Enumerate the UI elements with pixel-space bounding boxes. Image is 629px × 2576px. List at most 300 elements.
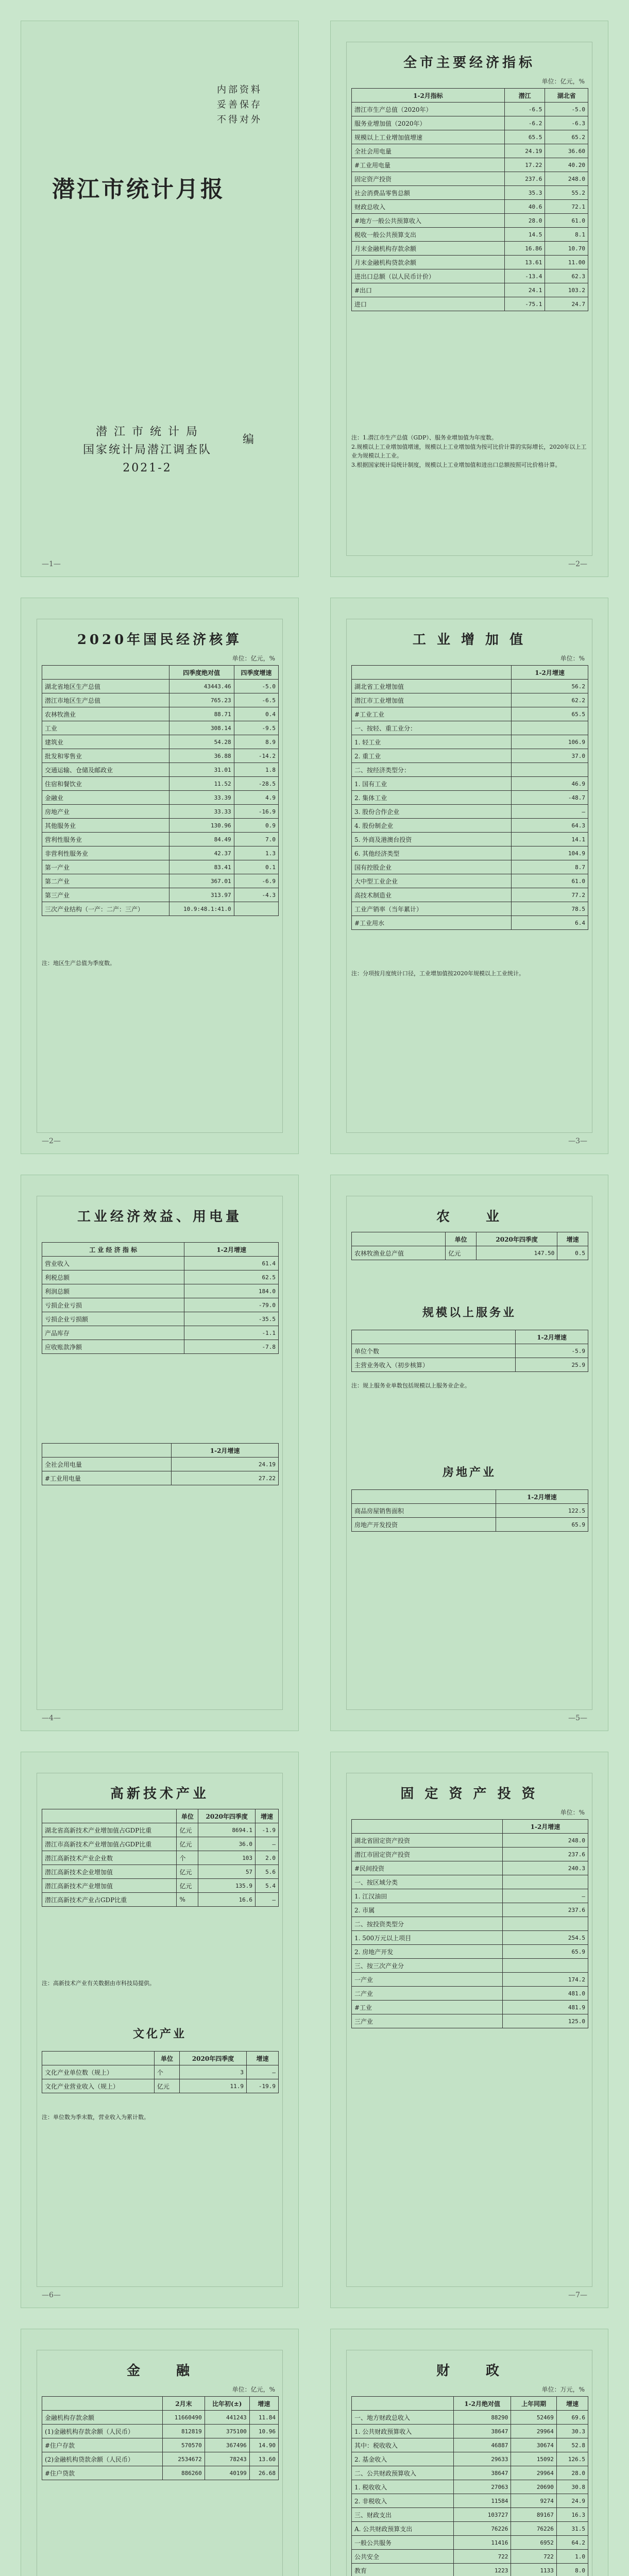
cell-value: -35.5 xyxy=(184,1312,279,1326)
table-row xyxy=(42,902,279,916)
note: 注：单位数为季末数，营业收入为累计数。 xyxy=(42,2114,149,2121)
table-row xyxy=(42,1458,279,1471)
row-label: 批发和零售业 xyxy=(42,749,169,763)
row-label: #出口 xyxy=(352,283,505,297)
cell-value: 11.00 xyxy=(545,256,588,269)
row-label: 房地产业 xyxy=(42,805,169,819)
cell-value: -14.2 xyxy=(234,749,278,763)
row-label: 商品房屋销售面积 xyxy=(352,1504,496,1518)
cell-value: 16.86 xyxy=(504,242,545,256)
row-label: 金融业 xyxy=(42,791,169,805)
cell-value: 237.6 xyxy=(502,1903,588,1917)
cell-value: -13.4 xyxy=(504,269,545,283)
cell-value: 122.5 xyxy=(496,1504,588,1518)
table-row xyxy=(352,158,588,172)
table-row xyxy=(42,680,279,693)
cell-value: 88290 xyxy=(453,2411,511,2425)
table-row xyxy=(352,214,588,228)
row-label: 一般公共服务 xyxy=(352,2536,454,2550)
cell-value: 52.8 xyxy=(556,2438,588,2452)
culture-table: 单位 2020年四季度 增速 文化产业单位数（规上） 个 3 — 文化产业营业收入（规上） 亿元 11.9 -19.9 xyxy=(42,2051,279,2093)
row-label: 2. 集体工业 xyxy=(352,791,512,805)
cell-value: 103727 xyxy=(453,2508,511,2522)
unit-label: 单位：% xyxy=(560,1809,585,1816)
page-title: 农 业 xyxy=(436,1209,502,1225)
cell-value: 0.4 xyxy=(234,707,278,721)
cell-value: 103.2 xyxy=(545,283,588,297)
table-row xyxy=(352,2522,588,2536)
row-label: 全社会用电量 xyxy=(42,1458,172,1471)
cell-value: 76226 xyxy=(453,2522,511,2536)
row-label: 月末金融机构存款余额 xyxy=(352,242,505,256)
cell-value: 31.5 xyxy=(556,2522,588,2536)
cell-value: -5.0 xyxy=(234,680,278,693)
row-label: 二、公共财政预算收入 xyxy=(352,2466,454,2480)
row-label: 农林牧渔业总产值 xyxy=(352,1246,446,1260)
cell-value: 8.1 xyxy=(545,228,588,242)
cell-value: -79.0 xyxy=(184,1298,279,1312)
row-label: 1. 江汉油田 xyxy=(352,1889,503,1903)
cell-value: -7.8 xyxy=(184,1340,279,1354)
cell-value: 40199 xyxy=(205,2466,249,2480)
cell-value: 10.70 xyxy=(545,242,588,256)
cell-value: -5.9 xyxy=(516,1344,588,1358)
table-row xyxy=(42,1823,279,1837)
cell-value: 14.1 xyxy=(512,833,588,846)
table-row xyxy=(42,1879,279,1893)
cell-value: 5.4 xyxy=(256,1879,279,1893)
cell-value: 69.6 xyxy=(556,2411,588,2425)
cell-value: -19.9 xyxy=(246,2079,278,2093)
table-row xyxy=(352,283,588,297)
table-row xyxy=(352,1917,588,1931)
cell-value: 亿元 xyxy=(177,1823,198,1837)
row-label: 三产业 xyxy=(352,2014,503,2028)
cell-value: 240.3 xyxy=(502,1861,588,1875)
row-label: 2. 非税收入 xyxy=(352,2494,454,2508)
table-row xyxy=(42,791,279,805)
unit-label: 单位：亿元，% xyxy=(232,655,275,662)
table-row xyxy=(352,902,588,916)
table-row xyxy=(352,116,588,130)
cell-value: 亿元 xyxy=(177,1879,198,1893)
cell-value: 135.9 xyxy=(198,1879,256,1893)
row-label: 营业收入 xyxy=(42,1257,184,1270)
cell-value: 1133 xyxy=(511,2564,557,2576)
cell-value: 亿元 xyxy=(177,1865,198,1879)
row-label: 住宿和餐饮业 xyxy=(42,777,169,791)
row-label: 进出口总额（以人民币计价） xyxy=(352,269,505,283)
table-row xyxy=(352,860,588,874)
cell-value: 308.14 xyxy=(169,721,234,735)
table-row xyxy=(42,763,279,777)
cell-value: 35.3 xyxy=(504,186,545,200)
page-title: 金 融 xyxy=(126,2363,193,2379)
table-row xyxy=(352,2001,588,2014)
cell-value: 77.2 xyxy=(512,888,588,902)
cell-value: — xyxy=(502,1889,588,1903)
cell-value: 54.28 xyxy=(169,735,234,749)
cell-value: 147.50 xyxy=(476,1246,557,1260)
cell-value: 8694.1 xyxy=(198,1823,256,1837)
cell-value: 1.3 xyxy=(234,846,278,860)
row-label: 文化产业单位数（规上） xyxy=(42,2065,155,2079)
row-label: (2)金融机构贷款余额（人民币） xyxy=(42,2452,163,2466)
page-number: —7— xyxy=(568,2291,587,2299)
row-label: 文化产业营业收入（规上） xyxy=(42,2079,155,2093)
row-label: 5. 外商及港澳台投资 xyxy=(352,833,512,846)
cell-value: 24.19 xyxy=(504,144,545,158)
cell-value: — xyxy=(256,1837,279,1851)
row-label: 一产业 xyxy=(352,1973,503,1987)
row-label: #住户存款 xyxy=(42,2438,163,2452)
indicators-table: 1-2月指标 潜江 湖北省 潜江市生产总值（2020年） -6.5 -5.0 服务业增加值（2020年） -6.2 -6.3 规模以上工业增加值增速 65.5 65.2 全社会用电量 24.19 36.60 #工业用电量 17.22 40.20 固定资产投资 237.6 248.0 社会消费品零售总额 35.3 55.2 财政总收入 40.6 72.1 #地方一般公共预算收入 28.0 61.0 税收一般公共预算支出 14.5 8.1 月末金融机构存款余额 16.86 10.70 月末金融机构贷款余额 13.61 11.00 进出口总额（以人民币计价） -13.4 62.3 #出口 24.1 103.2 进口 -75.1 24.7 xyxy=(351,88,588,311)
row-label: 工业 xyxy=(42,721,169,735)
cell-value: 78243 xyxy=(205,2452,249,2466)
cell-value: 6.4 xyxy=(512,916,588,930)
table-row xyxy=(352,2438,588,2452)
row-label: 3. 股份合作企业 xyxy=(352,805,512,819)
cell-value: 33.33 xyxy=(169,805,234,819)
table-row xyxy=(352,2494,588,2508)
table-row xyxy=(352,1959,588,1973)
table-row xyxy=(42,1851,279,1865)
row-label: 税收一般公共预算支出 xyxy=(352,228,505,242)
row-label: 其中：税收收入 xyxy=(352,2438,454,2452)
row-label: 三次产业结构（一产：二产：三产） xyxy=(42,902,169,916)
table-row xyxy=(352,256,588,269)
row-label: 潜江高新技术企业增加值 xyxy=(42,1865,177,1879)
cell-value: 64.2 xyxy=(556,2536,588,2550)
cell-value: 1223 xyxy=(453,2564,511,2576)
row-label: 4. 股份制企业 xyxy=(352,819,512,833)
cell-value: 31.01 xyxy=(169,763,234,777)
cell-value: 11.52 xyxy=(169,777,234,791)
row-label: 第二产业 xyxy=(42,874,169,888)
table-row xyxy=(352,1931,588,1945)
table-row xyxy=(42,888,279,902)
table-row xyxy=(42,2079,279,2093)
cell-value: 56.2 xyxy=(512,680,588,693)
cell-value: 570570 xyxy=(163,2438,205,2452)
cell-value: 72.1 xyxy=(545,200,588,214)
table-row xyxy=(42,1837,279,1851)
cell-value: 0.5 xyxy=(557,1246,588,1260)
cell-value: % xyxy=(177,1893,198,1907)
cell-value: -1.1 xyxy=(184,1326,279,1340)
table-row xyxy=(352,1834,588,1848)
cell-value: 14.90 xyxy=(249,2438,278,2452)
row-label: 潜江高新技术产业企业数 xyxy=(42,1851,177,1865)
cell-value: 88.71 xyxy=(169,707,234,721)
cell-value: 40.6 xyxy=(504,200,545,214)
table-row xyxy=(42,1284,279,1298)
table-row xyxy=(352,269,588,283)
table-row xyxy=(42,2438,279,2452)
row-label: 第三产业 xyxy=(42,888,169,902)
cell-value: 1.0 xyxy=(556,2550,588,2564)
cell-value: 367496 xyxy=(205,2438,249,2452)
table-row xyxy=(42,1298,279,1312)
table-row xyxy=(352,693,588,707)
page-title: 2020年国民经济核算 xyxy=(77,632,243,648)
row-label: 大中型工业企业 xyxy=(352,874,512,888)
fiscal-table: 1-2月绝对值 上年同期 增速 一、地方财政总收入 88290 52469 69.6 1. 公共财政预算收入 38647 29964 30.3 其中：税收收入 46887 30674 52.8 2. 基金收入 29633 15092 126.5 二、公共财政预算收入 38647 29964 28.0 1. 税收收入 27063 20690 30.8 2. 非税收入 11584 9274 24.9 三、财政支出 103727 89167 16.3 A. 公共财政预算支出 76226 76226 31.5 一般公共服务 11416 6952 64.2 公共安全 722 722 1.0 教育 1223 1133 8.0 xyxy=(351,2396,588,2576)
services-table: 1-2月增速 单位个数 -5.9 主营业务收入（初步核算） 25.9 xyxy=(351,1330,588,1372)
cell-value: 441243 xyxy=(205,2411,249,2425)
cell-value: 30.3 xyxy=(556,2425,588,2438)
cell-value: 36.0 xyxy=(198,1837,256,1851)
unit-label: 单位：亿元，% xyxy=(232,2386,275,2393)
row-label: 一、按区域分类 xyxy=(352,1875,503,1889)
cell-value: 28.0 xyxy=(504,214,545,228)
note: 注：地区生产总值为季度数。 xyxy=(42,960,115,967)
row-label: 湖北省固定资产投资 xyxy=(352,1834,503,1848)
row-label: 产品库存 xyxy=(42,1326,184,1340)
cell-value: -28.5 xyxy=(234,777,278,791)
cell-value: 722 xyxy=(453,2550,511,2564)
cell-value: 46887 xyxy=(453,2438,511,2452)
table-row xyxy=(352,1518,588,1532)
cover-org: 潜 江 市 统 计 局 国家统计局潜江调查队 2021-2 xyxy=(83,426,212,475)
row-label: 湖北省地区生产总值 xyxy=(42,680,169,693)
row-label: 利税总额 xyxy=(42,1270,184,1284)
cell-value: 65.9 xyxy=(496,1518,588,1532)
table-row xyxy=(42,2065,279,2079)
row-label: 湖北省工业增加值 xyxy=(352,680,512,693)
efficiency-table: 工 业 经 济 指 标 1-2月增速 营业收入 61.4 利税总额 62.5 利润总额 184.0 亏损企业亏损 -79.0 亏损企业亏损额 -35.5 产品库存 -1.1 应收账款净额 -7.8 xyxy=(42,1242,279,1354)
table-row xyxy=(352,2480,588,2494)
cell-value: -16.9 xyxy=(234,805,278,819)
cell-value: 13.60 xyxy=(249,2452,278,2466)
table-row xyxy=(352,1848,588,1861)
table-row xyxy=(42,860,279,874)
row-label: 高技术制造业 xyxy=(352,888,512,902)
row-label: 农林牧渔业 xyxy=(42,707,169,721)
row-label: 潜江市高新技术产业增加值占GDP比重 xyxy=(42,1837,177,1851)
table-row xyxy=(352,200,588,214)
row-label: 非营利性服务业 xyxy=(42,846,169,860)
table-row xyxy=(352,777,588,791)
row-label: 金融机构存款余额 xyxy=(42,2411,163,2425)
row-label: 二、按经济类型分： xyxy=(352,763,512,777)
table-row xyxy=(352,242,588,256)
table-row xyxy=(352,103,588,116)
row-label: 2. 重工业 xyxy=(352,749,512,763)
table-row xyxy=(352,1504,588,1518)
row-label: 2. 基金收入 xyxy=(352,2452,454,2466)
cell-value: 65.2 xyxy=(545,130,588,144)
notes: 注：1.潜江市生产总值（GDP）、服务业增加值为年度数。 2.规模以上工业增加值增速，规模以上工业增加值为按可比价计算的实际增长，2020年以上工业为规模以上工业。 3.根据国家统计局统计制度，规模以上工业增加值和进出口总额按照可比价格计算。 xyxy=(351,434,587,468)
cell-value: -9.5 xyxy=(234,721,278,735)
table-row xyxy=(352,2564,588,2576)
cover-title: 潜江市统计月报 xyxy=(52,176,225,202)
table-row xyxy=(352,1358,588,1372)
page-number: —3— xyxy=(568,1137,587,1145)
section-title: 规模以上服务业 xyxy=(422,1306,516,1319)
cell-value: 29964 xyxy=(511,2466,557,2480)
cell-value: 65.5 xyxy=(504,130,545,144)
row-label: #工业用电量 xyxy=(42,1471,172,1485)
cell-value: 2.0 xyxy=(256,1851,279,1865)
section-title: 文化产业 xyxy=(132,2027,186,2041)
cell-value: 38647 xyxy=(453,2425,511,2438)
row-label: #民间投资 xyxy=(352,1861,503,1875)
cell-value: 254.5 xyxy=(502,1931,588,1945)
cell-value: -1.9 xyxy=(256,1823,279,1837)
cell-value: 42.37 xyxy=(169,846,234,860)
cell-value xyxy=(512,763,588,777)
cell-value: 375100 xyxy=(205,2425,249,2438)
page-number: —2— xyxy=(568,560,587,568)
cell-value: 26.68 xyxy=(249,2466,278,2480)
table-row xyxy=(42,1893,279,1907)
row-label: 1. 轻工业 xyxy=(352,735,512,749)
cell-value: 40.20 xyxy=(545,158,588,172)
unit-label: 单位：万元，% xyxy=(541,2386,585,2393)
cell-value: 24.1 xyxy=(504,283,545,297)
table-row xyxy=(352,680,588,693)
row-label: 一、按轻、重工业分： xyxy=(352,721,512,735)
table-row xyxy=(42,777,279,791)
cell-value: 16.3 xyxy=(556,2508,588,2522)
cell-value: 237.6 xyxy=(502,1848,588,1861)
cell-value: 43443.46 xyxy=(169,680,234,693)
page-title: 财 政 xyxy=(436,2363,502,2379)
table-row xyxy=(42,1865,279,1879)
note: 注：规上服务业单数包括规模以上服务业企业。 xyxy=(351,1382,470,1389)
cell-value: 亿元 xyxy=(154,2079,179,2093)
cell-value: -75.1 xyxy=(504,297,545,311)
page-main-indicators xyxy=(330,21,608,577)
row-label: 财政总收入 xyxy=(352,200,505,214)
cover-side-mark: 编 xyxy=(243,433,254,446)
row-label: 湖北省高新技术产业增加值占GDP比重 xyxy=(42,1823,177,1837)
row-label: 教育 xyxy=(352,2564,454,2576)
table-row xyxy=(352,228,588,242)
industry-table: 1-2月增速 湖北省工业增加值 56.2 潜江市工业增加值 62.2 #工业工业 65.5 一、按轻、重工业分： 1. 轻工业 106.9 2. 重工业 37.0 二、按经济类型分： 1. 国有工业 46.9 2. 集体工业 -48.7 3. 股份合作企业 — 4. 股份制企业 64.3 5. 外商及港澳台投资 14.1 6. 其他经济类型 104.9 国有控股企业 8.7 大中型工业企业 61.0 高技术制造业 77.2 工业产销率（当年累计） 78.5 #工业用水 6.4 xyxy=(351,665,588,930)
table-row xyxy=(352,1987,588,2001)
table-row xyxy=(42,749,279,763)
cell-value: 个 xyxy=(154,2065,179,2079)
table-row xyxy=(42,846,279,860)
cell-value: -48.7 xyxy=(512,791,588,805)
note: 注：分项按月度统计口径，工业增加值按2020年规模以上工业统计。 xyxy=(351,970,524,977)
row-label: 2. 房地产开发 xyxy=(352,1945,503,1959)
table-row xyxy=(352,833,588,846)
table-row xyxy=(42,2411,279,2425)
cell-value: 62.2 xyxy=(512,693,588,707)
cell-value: 61.4 xyxy=(184,1257,279,1270)
agriculture-table: 单位 2020年四季度 增速 农林牧渔业总产值 亿元 147.50 0.5 xyxy=(351,1232,588,1260)
table-row xyxy=(352,735,588,749)
row-label: 利润总额 xyxy=(42,1284,184,1298)
row-label: 亏损企业亏损 xyxy=(42,1298,184,1312)
row-label: A. 公共财政预算支出 xyxy=(352,2522,454,2536)
cell-value: 65.5 xyxy=(512,707,588,721)
page-number: —1— xyxy=(42,560,61,568)
row-label: #住户贷款 xyxy=(42,2466,163,2480)
row-label: 亏损企业亏损额 xyxy=(42,1312,184,1326)
gdp-table: 四季度绝对值 四季度增速 湖北省地区生产总值 43443.46 -5.0 潜江市地区生产总值 765.23 -6.5 农林牧渔业 88.71 0.4 工业 308.14 -9.5 建筑业 54.28 8.9 批发和零售业 36.88 -14.2 交通运输、仓储及邮政业 31.01 1.8 住宿和餐饮业 11.52 -28.5 金融业 33.39 4.9 房地产业 33.33 -16.9 其他服务业 130.96 0.9 营利性服务业 84.49 7.0 非营利性服务业 42.37 1.3 第一产业 83.41 0.1 第二产业 367.01 -6.9 第三产业 313.97 -4.3 三次产业结构（一产：二产：三产） 10.9:48.1:41.0 xyxy=(42,665,279,916)
cell-value: 84.49 xyxy=(169,833,234,846)
table-row xyxy=(352,144,588,158)
page-number: —5— xyxy=(568,1714,587,1722)
table-row xyxy=(352,707,588,721)
cell-value: 812819 xyxy=(163,2425,205,2438)
cell-value xyxy=(512,721,588,735)
table-row xyxy=(352,1875,588,1889)
cell-value xyxy=(502,1917,588,1931)
table-row xyxy=(352,1246,588,1260)
table-row xyxy=(352,1861,588,1875)
table-row xyxy=(352,2536,588,2550)
cell-value: 17.22 xyxy=(504,158,545,172)
cell-value: 30674 xyxy=(511,2438,557,2452)
cell-value: 886260 xyxy=(163,2466,205,2480)
cell-value: 4.9 xyxy=(234,791,278,805)
table-row xyxy=(352,763,588,777)
cell-value: 65.9 xyxy=(502,1945,588,1959)
table-row xyxy=(352,1945,588,1959)
cell-value: 174.2 xyxy=(502,1973,588,1987)
cell-value: 5.6 xyxy=(256,1865,279,1879)
table-row xyxy=(352,297,588,311)
cell-value: 24.9 xyxy=(556,2494,588,2508)
table-row xyxy=(352,2508,588,2522)
table-row xyxy=(42,1257,279,1270)
row-label: 进口 xyxy=(352,297,505,311)
row-label: 6. 其他经济类型 xyxy=(352,846,512,860)
cell-value xyxy=(234,902,278,916)
row-label: 三、按三次产业分 xyxy=(352,1959,503,1973)
cell-value: 11660490 xyxy=(163,2411,205,2425)
page-industry xyxy=(330,598,608,1154)
cell-value: 57 xyxy=(198,1865,256,1879)
cell-value: 亿元 xyxy=(177,1837,198,1851)
page-finance xyxy=(21,2329,299,2576)
row-label: 主营业务收入（初步核算） xyxy=(352,1358,516,1372)
table-row xyxy=(352,186,588,200)
cover-marks: 内部资料 妥善保存 不得对外 xyxy=(217,84,262,125)
row-label: 应收账款净额 xyxy=(42,1340,184,1354)
cell-value: 27.22 xyxy=(172,1471,279,1485)
cell-value: -6.5 xyxy=(234,693,278,707)
cell-value: 765.23 xyxy=(169,693,234,707)
row-label: 一、地方财政总收入 xyxy=(352,2411,454,2425)
cell-value: 62.5 xyxy=(184,1270,279,1284)
cell-value: — xyxy=(246,2065,278,2079)
cell-value: 367.01 xyxy=(169,874,234,888)
cell-value: 8.9 xyxy=(234,735,278,749)
cell-value: 313.97 xyxy=(169,888,234,902)
cell-value: 481.0 xyxy=(502,1987,588,2001)
row-label: 公共安全 xyxy=(352,2550,454,2564)
table-row xyxy=(42,1471,279,1485)
table-row xyxy=(352,819,588,833)
page-hightech xyxy=(21,1752,299,2308)
cell-value: 55.2 xyxy=(545,186,588,200)
page-title: 高新技术产业 xyxy=(110,1786,209,1802)
cell-value: 30.8 xyxy=(556,2480,588,2494)
cell-value xyxy=(502,1875,588,1889)
cell-value: 20690 xyxy=(511,2480,557,2494)
cell-value: 106.9 xyxy=(512,735,588,749)
row-label: 月末金融机构贷款余额 xyxy=(352,256,505,269)
row-label: 潜江高新技术产业增加值 xyxy=(42,1879,177,1893)
page-efficiency xyxy=(21,1175,299,1731)
row-label: #工业工业 xyxy=(352,707,512,721)
